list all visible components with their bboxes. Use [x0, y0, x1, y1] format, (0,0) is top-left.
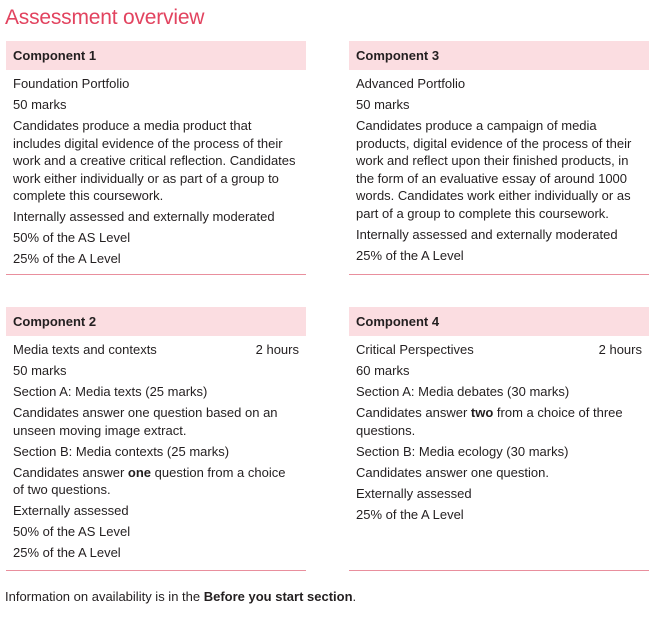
divider	[349, 570, 649, 571]
a-level-weight: 25% of the A Level	[356, 247, 464, 263]
component-1-card	[6, 41, 306, 271]
a-level-weight: 25% of the A Level	[13, 545, 121, 560]
component-description: Candidates produce a campaign of media products, digital evidence of the process of their work and reflect upon their finished products, in the form of an evaluative essay of around 1000 words. Candidates work either individually or as part of a group to complete this coursework.	[356, 118, 632, 221]
component-duration: 2 hours	[598, 342, 642, 357]
component-marks: 60 marks	[356, 363, 410, 378]
as-level-weight: 50% of the AS Level	[13, 524, 131, 539]
section-b: Section B: Media contexts (25 marks)	[13, 443, 230, 459]
assessment-type: Externally assessed	[13, 503, 129, 518]
component-heading: Component 2	[6, 307, 306, 336]
component-heading: Component 1	[6, 41, 306, 70]
section-b-description: Candidates answer one question.	[356, 464, 549, 480]
section-a: Section A: Media texts (25 marks)	[13, 384, 208, 399]
section-b: Section B: Media ecology (30 marks)	[356, 443, 569, 459]
component-description: Candidates produce a media product that includes digital evidence of the process of their work and a creative critical reflection. Candidates work either individually or as part of a group to complete this coursework.	[13, 118, 296, 203]
assessment-type: Internally assessed and externally moderated	[356, 226, 618, 242]
component-marks: 50 marks	[356, 97, 410, 112]
assessment-type: Externally assessed	[356, 485, 472, 501]
as-level-weight: 50% of the AS Level	[13, 230, 131, 245]
page-title: Assessment overview	[5, 6, 205, 29]
divider	[6, 274, 306, 275]
section-a: Section A: Media debates (30 marks)	[356, 384, 570, 399]
availability-note: Information on availability is in the Before you start section.	[5, 589, 357, 604]
divider	[349, 274, 649, 275]
component-marks: 50 marks	[13, 363, 67, 378]
component-name: Advanced Portfolio	[356, 76, 466, 91]
a-level-weight: 25% of the A Level	[356, 506, 464, 522]
section-a-description: Candidates answer one question based on an unseen moving image extract.	[13, 405, 278, 438]
component-heading: Component 4	[349, 307, 649, 336]
a-level-weight: 25% of the A Level	[13, 251, 121, 266]
section-a-description: Candidates answer two from a choice of three questions.	[356, 405, 623, 438]
assessment-type: Internally assessed and externally moderated	[13, 209, 275, 224]
component-duration: 2 hours	[255, 342, 299, 357]
component-marks: 50 marks	[13, 97, 67, 112]
component-2-card	[6, 307, 306, 565]
component-name: Media texts and contexts	[13, 342, 157, 357]
component-heading: Component 3	[349, 41, 649, 70]
divider	[6, 570, 306, 571]
section-b-description: Candidates answer one question from a choice of two questions.	[13, 464, 286, 497]
component-4-card	[349, 307, 649, 527]
component-3-card	[349, 41, 649, 268]
component-name: Critical Perspectives	[356, 342, 474, 357]
component-name: Foundation Portfolio	[13, 76, 130, 91]
